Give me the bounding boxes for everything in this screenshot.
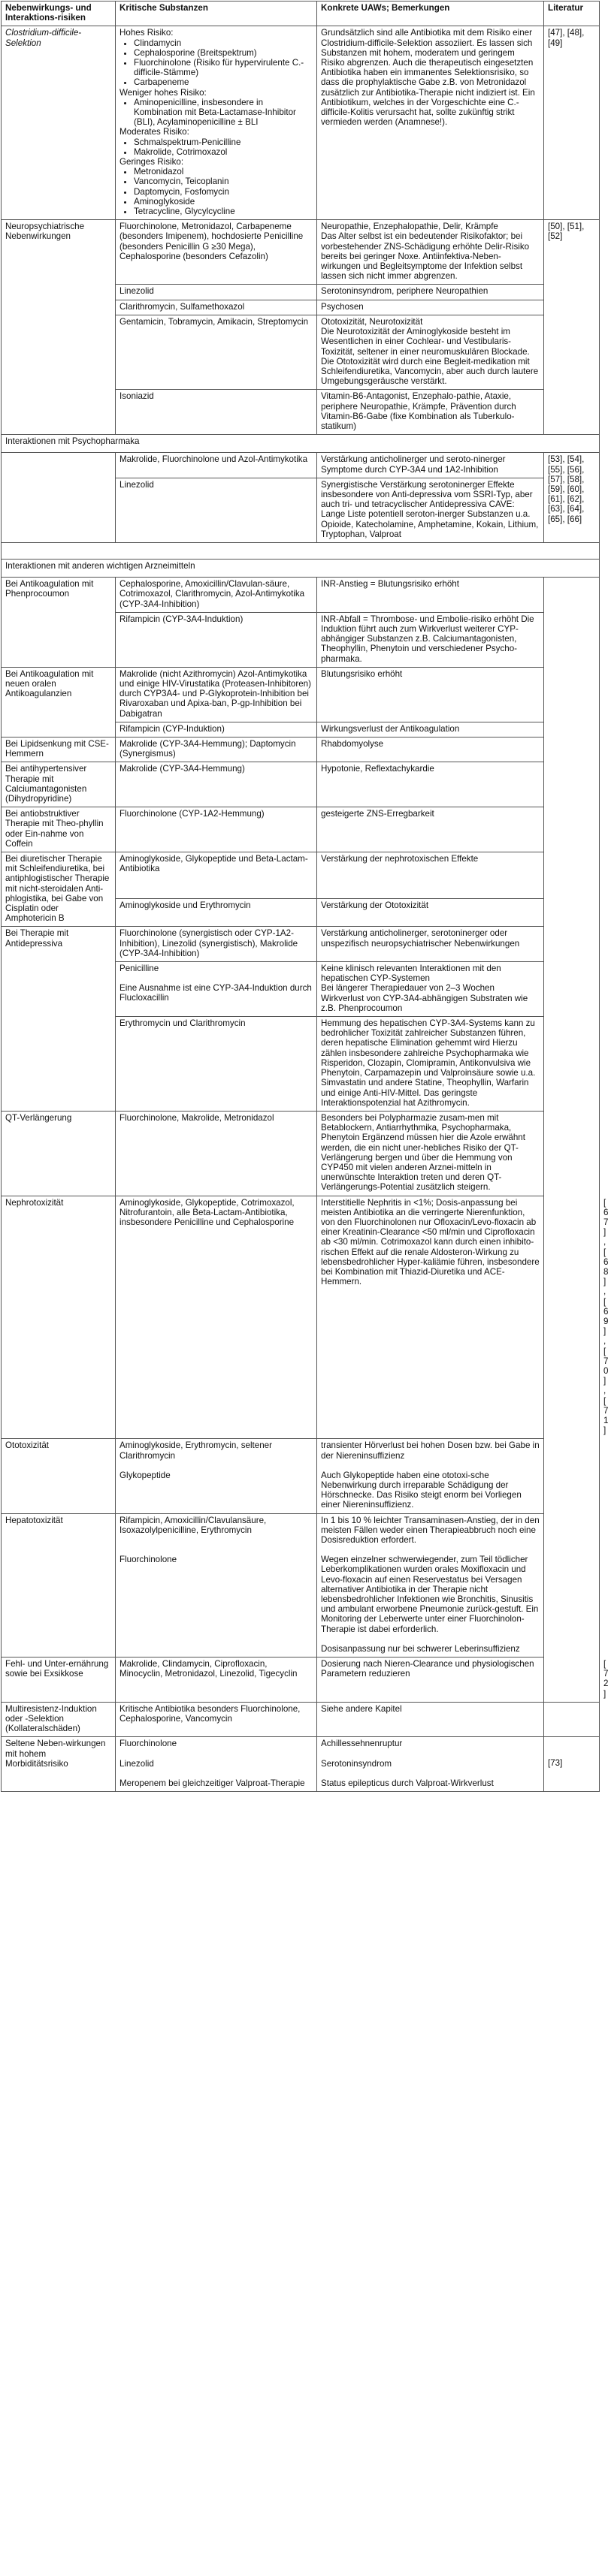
substance-cell: Aminoglykoside, Glykopeptide und Beta-Lactam-Antibiotika — [116, 852, 317, 899]
remarks-cell: Verstärkung der nephrotoxischen Effekte — [317, 852, 544, 899]
substance-cell: Clarithromycin, Sulfamethoxazol — [116, 300, 317, 315]
remarks-cell: Achillessehnenruptur Serotoninsyndrom Status epilepticus durch Valproat-Wirkverlust — [317, 1737, 544, 1792]
substance-cell: Penicilline Eine Ausnahme ist eine CYP-3A4-Induktion durch Flucloxacillin — [116, 962, 317, 1017]
list-item: • Aminopenicilline, insbesondere in Kombination mit Beta-Lactamase-Inhibitor (BLI), Acylaminopenicilline ± BLI — [134, 98, 313, 128]
remarks-cell: INR-Abfall = Thrombose- und Embolie-risiko erhöht Die Induktion führt auch zum Wirkverlust weiterer CYP-abhängiger Substanzen z.B. Calciumantagonisten, Theophyllin, Phenytoin und verschiedener Psycho-pharmaka. — [317, 612, 544, 667]
substance-cell: Makrolide, Clindamycin, Ciprofloxacin, Minocyclin, Metronidazol, Linezolid, Tigecyclin — [116, 1658, 317, 1703]
risk-cell: Clostridium-difficile-Selektion — [2, 26, 116, 220]
substance-cell: Makrolide (CYP-3A4-Hemmung); Daptomycin (Synergismus) — [116, 738, 317, 762]
table-row — [2, 667, 600, 722]
remarks-cell: Synergistische Verstärkung serotoninerger Effekte insbesondere von Anti-depressiva vom SSRI-Typ, aber auch tri- und tetracyclischer Antidepressiva CAVE: Lange Liste potentiell seroton-inerger Substanzen u.a. Opioide, Katecholamine, Amphetamine, Kokain, Lithium, Tryptophan, Valproat — [317, 478, 544, 542]
list-item: • Cephalosporine (Breitspektrum) — [134, 48, 313, 58]
document-page — [1, 1, 608, 1792]
remarks-cell: Neuropathie, Enzephalopathie, Delir, Krämpfe Das Alter selbst ist ein bedeutender Risikofaktor; bei vorbestehender ZNS-Schädigung erhöhte Delir-Risiko bereits bei geringer Noxe. Antiinfektiva-Neben-wirkungen und Begleitsymptome der Infektion selbst lassen sich nicht immer abgrenzen. — [317, 220, 544, 285]
substance-cell: Fluorchinolone, Metronidazol, Carbapeneme (besonders Imipenem), hochdosierte Penicilline (besonders Penicillin G ≥30 Mega), Cephalosporine (besonders Cefazolin) — [116, 220, 317, 285]
risk-cell: Ototoxizität — [2, 1439, 116, 1513]
list-item: • Daptomycin, Fosfomycin — [134, 187, 313, 197]
remarks-cell: Wirkungsverlust der Antikoagulation — [317, 722, 544, 737]
table-row — [2, 1737, 600, 1792]
remarks-cell: Verstärkung der Ototoxizität — [317, 898, 544, 926]
remarks-cell: Dosierung nach Nieren-Clearance und physiologischen Parametern reduzieren — [317, 1658, 544, 1703]
risk-cell: Bei diuretischer Therapie mit Schleifendiuretika, bei antiphlogistischer Therapie mit nicht-steroidalen Anti-phlogistika, bei Gabe von Cisplatin oder Amphotericin B — [2, 852, 116, 927]
table-row — [2, 1439, 600, 1513]
substance-cell: Isoniazid — [116, 390, 317, 435]
table-row — [2, 220, 600, 285]
remarks-cell: Siehe andere Kapitel — [317, 1702, 544, 1737]
list-item: • Vancomycin, Teicoplanin — [134, 176, 313, 186]
remarks-cell: Interstitielle Nephritis in <1%; Dosis-anpassung bei meisten Antibiotika an die verringerte Nierenfunktion, von den Fluorchinolonen nur Ofloxacin/Levo-floxacin ab einer Kreatinin-Clearance <50 ml/min und Ciprofloxacin ab <30 ml/min. Cotrimoxazol kann durch einen inhibito-rischen Effekt auf die renale Aldosteron-Wirkung zu lebensbedrohlicher Hyper-kaliämie führen, insbesondere bei Kombination mit Thiazid-Diuretika und ACE-Hemmern. — [317, 1196, 544, 1439]
remarks-cell: Hemmung des hepatischen CYP-3A4-Systems kann zu bedrohlicher Toxizität zahlreicher Substanzen führen, deren hepatische Elimination gehemmt wird Hierzu zählen insbesondere zahlreiche Psychopharmaka wie Risperidon, Clozapin, Clomipramin, Antikonvulsiva wie Phenytoin, Carpamazepin und Valproinsäure sowie u.a. Simvastatin und andere Statine, Theophyllin, Warfarin und einige Anti-HIV-Mittel. Das geringste Interaktionspotenzial hat Azithromycin. — [317, 1017, 544, 1112]
table-header-row — [2, 2, 600, 26]
table-row — [2, 1702, 600, 1737]
literature-cell: [53], [54], [55], [56], [57], [58], [59], [60], [61], [62], [63], [64], [65], [66] — [544, 453, 600, 543]
substance-cell: Cephalosporine, Amoxicillin/Clavulan-säure, Cotrimoxazol, Clarithromycin, Azol-Antimykotika (CYP-3A4-Inhibition) — [116, 578, 317, 613]
remarks-cell: INR-Anstieg = Blutungsrisiko erhöht — [317, 578, 544, 613]
substance-cell: Gentamicin, Tobramycin, Amikacin, Streptomycin — [116, 315, 317, 389]
remarks-cell: Besonders bei Polypharmazie zusam-men mit Betablockern, Antiarrhythmika, Psychopharmaka, Phenytoin Ergänzend müssen hier die Azole erwähnt werden, die ein nicht uner-hebliches Risiko der QT-Verlängerung bergen und über die Hemmung von CYP450 mit vielen anderen Arznei-mitteln in unerwünschte Interaktion treten und deren QT-Verlängerungs-Potential zusätzlich steigern. — [317, 1111, 544, 1196]
table-row — [2, 807, 600, 852]
remarks-cell: gesteigerte ZNS-Erregbarkeit — [317, 807, 544, 852]
list-item: • Metronidazol — [134, 167, 313, 176]
substance-cell: Aminoglykoside, Erythromycin, seltener Clarithromycin Glykopeptide — [116, 1439, 317, 1513]
risk-cell: Bei antiobstruktiver Therapie mit Theo-phyllin oder Ein-nahme von Coffein — [2, 807, 116, 852]
substance-cell: Kritische Antibiotika besonders Fluorchinolone, Cephalosporine, Vancomycin — [116, 1702, 317, 1737]
literature-cell: [73] — [544, 1737, 600, 1792]
remarks-cell: Grundsätzlich sind alle Antibiotika mit dem Risiko einer Clostridium-difficile-Selektion assoziiert. Es lassen sich Substanzen mit hohem, moderatem und geringem Risiko abgrenzen. Auch die therapeutisch eingesetzten Antibiotika haben ein immanentes Selektionsrisiko, so dass die prophylaktische Gabe z.B. von Metronidazol zusätzlich zur Antibiotika-Therapie nicht indiziert ist. Ein Antibiotikum, welches in der Vorgeschichte eine C.-difficile-Kolitis verursacht hat, sollte zukünftig strikt vermieden werden (Anamnese!). — [317, 26, 544, 220]
remarks-cell: Vitamin-B6-Antagonist, Enzephalo-pathie, Ataxie, periphere Neuropathie, Krämpfe, Prävention durch Vitamin-B6-Gabe (fixe Kombination als Tuberkulo-statikum) — [317, 390, 544, 435]
table-row — [2, 26, 600, 220]
remarks-cell: Verstärkung anticholinerger und seroto-ninerger Symptome durch CYP-3A4 und 1A2-Inhibition — [317, 453, 544, 478]
header-remarks: Konkrete UAWs; Bemerkungen — [317, 2, 544, 26]
remarks-cell: Blutungsrisiko erhöht — [317, 667, 544, 722]
risk-cell: Bei Lipidsenkung mit CSE-Hemmern — [2, 738, 116, 762]
substance-cell: Aminoglykoside und Erythromycin — [116, 898, 317, 926]
list-item: • Carbapeneme — [134, 77, 313, 87]
header-literature: Literatur — [544, 2, 600, 26]
remarks-cell: Serotoninsyndrom, periphere Neuropathien — [317, 285, 544, 300]
table-row — [2, 927, 600, 962]
remarks-cell: Keine klinisch relevanten Interaktionen mit den hepatischen CYP-Systemen Bei längerer Therapiedauer von 2–3 Wochen Wirkverlust von CYP-3A4-abhängigen Substraten wie z.B. Phenprocoumon — [317, 962, 544, 1017]
risk-cell: Neuropsychiatrische Nebenwirkungen — [2, 220, 116, 435]
risk-cell: Bei Antikoagulation mit neuen oralen Antikoagulanzien — [2, 667, 116, 737]
section-row — [2, 435, 600, 453]
section-title: Interaktionen mit anderen wichtigen Arzneimitteln — [2, 559, 600, 577]
table-row — [2, 453, 600, 478]
remarks-cell: Rhabdomyolyse — [317, 738, 544, 762]
substance-cell: Erythromycin und Clarithromycin — [116, 1017, 317, 1112]
substance-cell: Hohes Risiko: • Clindamycin • Cephalosporine (Breitspektrum) • Fluorchinolone (Risiko für hypervirulente C.-difficile-Stämme) • Carbapeneme Weniger hohes Risiko: • Aminopenicilline, insbesondere in Kombination mit Beta-Lactamase-Inhibitor (BLI), Acylaminopenicilline ± BLI Moderates Risiko: • Schmalspektrum-Penicilline • Makrolide, Cotrimoxazol Geringes Risiko: • Metronidazol • Vancomycin, Teicoplanin • Daptomycin, Fosfomycin • Aminoglykoside • Tetracycline, Glycylcycline — [116, 26, 317, 220]
risk-cell: Seltene Neben-wirkungen mit hohem Morbiditätsrisiko — [2, 1737, 116, 1792]
table-row — [2, 738, 600, 762]
high-risk-list — [119, 38, 313, 88]
risk-cell: Nephrotoxizität — [2, 1196, 116, 1439]
low-risk-list — [119, 167, 313, 216]
list-item: • Tetracycline, Glycylcycline — [134, 207, 313, 216]
header-risk: Nebenwirkungs- und Interaktions-risiken — [2, 2, 116, 26]
list-item: • Makrolide, Cotrimoxazol — [134, 147, 313, 157]
table-row — [2, 762, 600, 807]
list-item: • Aminoglykoside — [134, 197, 313, 207]
literature-cell: [47], [48], [49] — [544, 26, 600, 220]
substance-cell: Fluorchinolone, Makrolide, Metronidazol — [116, 1111, 317, 1196]
risk-cell: Multiresistenz-Induktion oder -Selektion (Kollateralschäden) — [2, 1702, 116, 1737]
substance-cell: Makrolide (CYP-3A4-Hemmung) — [116, 762, 317, 807]
risk-cell: QT-Verlängerung — [2, 1111, 116, 1196]
risk-cell: Bei Antikoagulation mit Phenprocoumon — [2, 578, 116, 668]
list-item: • Clindamycin — [134, 38, 313, 48]
substance-cell: Makrolide, Fluorchinolone und Azol-Antimykotika — [116, 453, 317, 478]
spacer-row — [2, 542, 600, 559]
adverse-effects-table — [1, 1, 608, 1792]
substance-cell: Fluorchinolone (CYP-1A2-Hemmung) — [116, 807, 317, 852]
risk-cell: Fehl- und Unter-ernährung sowie bei Exsikkose — [2, 1658, 116, 1703]
risk-cell: Bei Therapie mit Antidepressiva — [2, 927, 116, 1111]
literature-cell — [544, 578, 600, 1703]
risk-cell: Bei antihypertensiver Therapie mit Calciumantagonisten (Dihydropyridine) — [2, 762, 116, 807]
section-row — [2, 559, 600, 577]
list-item: • Fluorchinolone (Risiko für hypervirulente C.-difficile-Stämme) — [134, 58, 313, 77]
header-substances: Kritische Substanzen — [116, 2, 317, 26]
remarks-cell: Psychosen — [317, 300, 544, 315]
risk-cell — [2, 453, 116, 543]
substance-cell: Fluorchinolone (synergistisch oder CYP-1A2-Inhibition), Linezolid (synergistisch), Makrolide (CYP-3A4-Inhibition) — [116, 927, 317, 962]
table-row — [2, 578, 600, 613]
risk-cell: Hepatotoxizität — [2, 1513, 116, 1657]
literature-cell: [50], [51], [52] — [544, 220, 600, 435]
substance-cell: Aminoglykoside, Glykopeptide, Cotrimoxazol, Nitrofurantoin, alle Beta-Lactam-Antibiotika, insbesondere Penicilline und Cephalosporine — [116, 1196, 317, 1439]
lower-risk-list — [119, 98, 313, 128]
substance-cell: Fluorchinolone Linezolid Meropenem bei gleichzeitiger Valproat-Therapie — [116, 1737, 317, 1792]
substance-cell: Linezolid — [116, 478, 317, 542]
section-title: Interaktionen mit Psychopharmaka — [2, 435, 600, 453]
table-row: Nephrotoxizität Aminoglykoside, Glykopeptide, Cotrimoxazol, Nitrofurantoin, alle Beta-Lactam-Antibiotika, insbesondere Penicilline und Cephalosporine Interstitielle Nephritis in <1%; Dosis-anpassung bei meisten Antibiotika an die verringerte Nierenfunktion, von den Fluorchinolonen nur Ofloxacin/Levo-floxacin ab einer Kreatinin-Clearance <50 ml/min und Ciprofloxacin ab <30 ml/min. Cotrimoxazol kann durch einen inhibito-rischen Effekt auf die renale Aldosteron-Wirkung zu lebensbedrohlicher Hyper-kaliämie führen, insbesondere bei Kombination mit Thiazid-Diuretika und ACE-Hemmern. [67], [68], [69], [70], [71] — [2, 1196, 600, 1439]
literature-cell — [544, 1702, 600, 1737]
remarks-cell: In 1 bis 10 % leichter Transaminasen-Anstieg, der in den meisten Fällen weder einen Therapieabbruch noch eine Dosisreduktion erfordert. Wegen einzelner schwerwiegender, zum Teil tödlicher Leberkomplikationen wurden orales Moxifloxacin und Levo-floxacin auf einen Reservestatus bei Versagen alternativer Antibiotika in der Therapie nicht lebensbedrohlicher Infektionen wie Bronchitis, Sinusitis und ambulant erworbene Pneumonie zurück-gestuft. Ein Monitoring der Leberwerte unter einer Fluorchinolon-Therapie ist dabei erforderlich. Dosisanpassung nur bei schwerer Leberinsuffizienz — [317, 1513, 544, 1657]
substance-cell: Rifampicin (CYP-Induktion) — [116, 722, 317, 737]
substance-cell: Rifampicin (CYP-3A4-Induktion) — [116, 612, 317, 667]
table-row: Fehl- und Unter-ernährung sowie bei Exsikkose Makrolide, Clindamycin, Ciprofloxacin, Minocyclin, Metronidazol, Linezolid, Tigecyclin Dosierung nach Nieren-Clearance und physiologischen Parametern reduzieren [72] — [2, 1658, 600, 1703]
table-row — [2, 1111, 600, 1196]
table-row — [2, 852, 600, 899]
remarks-cell: Hypotonie, Reflextachykardie — [317, 762, 544, 807]
remarks-cell: Verstärkung anticholinerger, serotoninerger oder unspezifisch neuropsychiatrischer Nebenwirkungen — [317, 927, 544, 962]
remarks-cell: Ototoxizität, Neurotoxizität Die Neurotoxizität der Aminoglykoside besteht im Wesentlichen in einer Cochlear- und Vestibularis-Toxizität, seltener in einer neuromuskulären Blockade. Die Ototoxizität wird durch eine Begleit-medikation mit Schleifendiuretika, Vancomycin, aber auch durch lautere Umgebungsgeräusche verstärkt. — [317, 315, 544, 389]
moderate-risk-list — [119, 137, 313, 157]
remarks-cell: transienter Hörverlust bei hohen Dosen bzw. bei Gabe in der Niereninsuffizienz Auch Glykopeptide haben eine ototoxi-sche Nebenwirkung durch irreparable Schädigung der Hörschnecke. Das Risiko steigt enorm bei Vorliegen einer Niereninsuffizienz. — [317, 1439, 544, 1513]
substance-cell: Linezolid — [116, 285, 317, 300]
list-item: • Schmalspektrum-Penicilline — [134, 137, 313, 147]
substance-cell: Makrolide (nicht Azithromycin) Azol-Antimykotika und einige HIV-Virustatika (Proteasen-Inhibitoren) durch CYP3A4- und P-Glykoprotein-Inhibition bei Rivaroxaban und Apixa-ban, P-gp-Inhibition bei Dabigatran — [116, 667, 317, 722]
substance-cell: Rifampicin, Amoxicillin/Clavulansäure, Isoxazolylpenicilline, Erythromycin Fluorchinolone — [116, 1513, 317, 1657]
spacer-cell — [2, 542, 600, 559]
table-row — [2, 1513, 600, 1657]
